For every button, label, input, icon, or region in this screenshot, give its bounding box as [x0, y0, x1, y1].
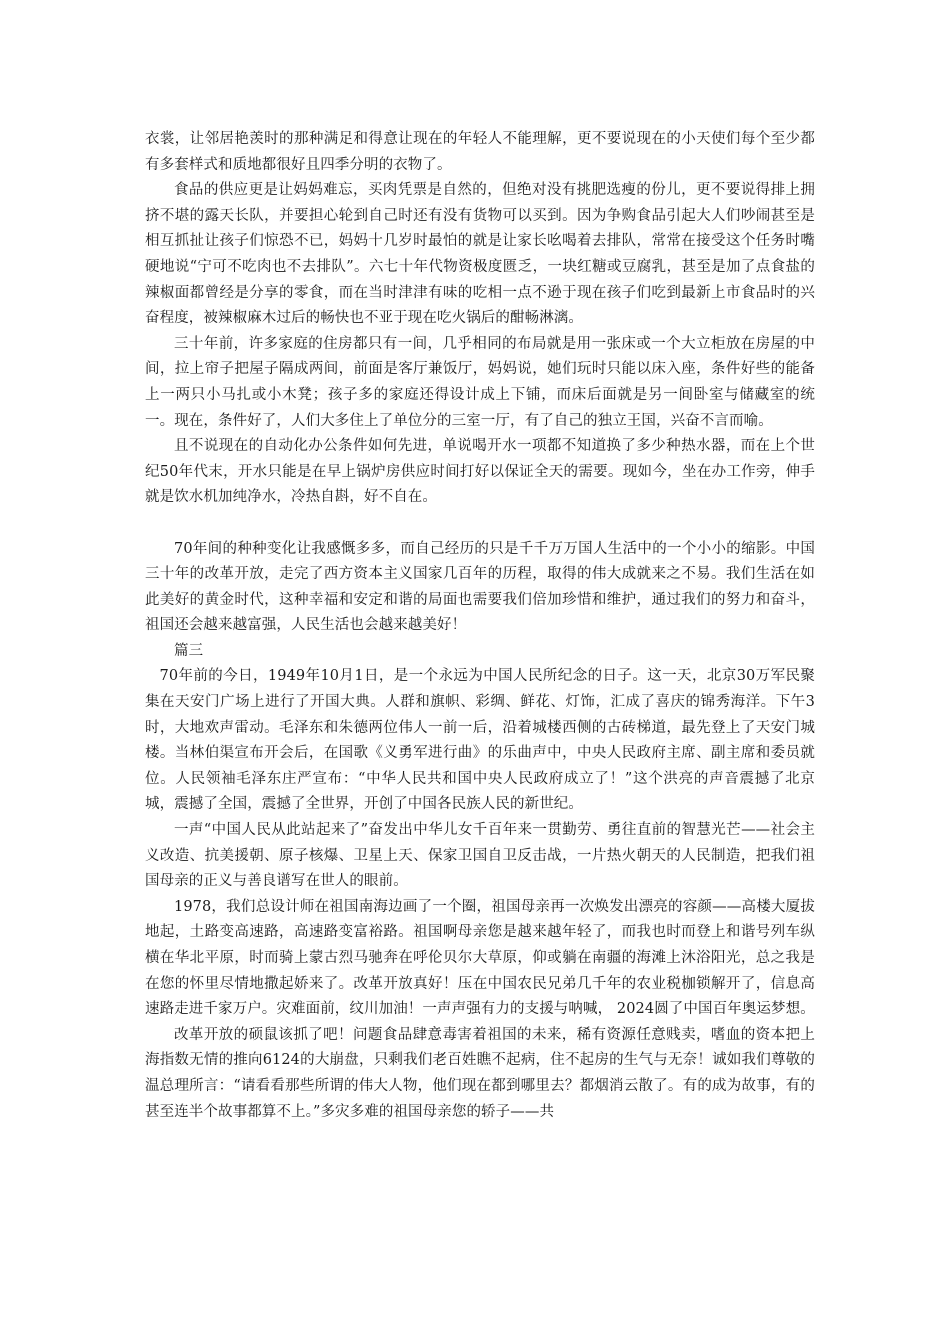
- paragraph: 一声“中国人民从此站起来了”奋发出中华儿女千百年来一贯勤劳、勇往直前的智慧光芒——社会主义改造、抗美援朝、原子核爆、卫星上天、保家卫国自卫反击战，一片热火朝天的人民制造，把我们祖国母亲的正义与善良谱写在世人的眼前。: [145, 822, 815, 890]
- paragraph: 70年间的种种变化让我感慨多多，而自己经历的只是千千万万国人生活中的一个小小的缩影。中国三十年的改革开放，走完了西方资本主义国家几百年的历程，取得的伟大成就来之不易。我们生活在如此美好的黄金时代，这种幸福和安定和谐的局面也需要我们倍加珍惜和维护，通过我们的努力和奋斗，祖国还会越来越富强，人民生活也会越来越美好！: [145, 540, 815, 634]
- paragraph: 1978，我们总设计师在祖国南海边画了一个圈，祖国母亲再一次焕发出漂亮的容颜——高楼大厦拔地起，土路变高速路，高速路变富裕路。祖国啊母亲您是越来越年轻了，而我也时而登上和谐号列车纵横在华北平原，时而骑上蒙古烈马驰奔在呼伦贝尔大草原，仰或躺在南疆的海滩上沐浴阳光，总之我是在您的怀里尽情地撒起娇来了。改革开放真好！压在中国农民兄弟几千年的农业税枷锁解开了，信息高速路走进千家万户。灾难面前，纹川加油！一声声强有力的支援与呐喊， 2024圆了中国百年奥运梦想。: [145, 898, 815, 1018]
- section-heading: 篇三: [174, 642, 204, 659]
- paragraph: 衣裳，让邻居艳羡时的那种满足和得意让现在的年轻人不能理解，更不要说现在的小天使们每个至少都有多套样式和质地都很好且四季分明的衣物了。: [145, 131, 815, 173]
- paragraph: 食品的供应更是让妈妈难忘，买肉凭票是自然的，但绝对没有挑肥选瘦的份儿，更不要说得排上拥挤不堪的露天长队，并要担心轮到自己时还有没有货物可以买到。因为争购食品引起大人们吵闹甚至是相互抓扯让孩子们惊恐不已，妈妈十几岁时最怕的就是让家长吆喝着去排队，常常在接受这个任务时嘴硬地说“宁可不吃肉也不去排队”。六七十年代物资极度匮乏，一块红糖或豆腐乳，甚至是加了点食盐的辣椒面都曾经是分享的零食，而在当时津津有味的吃相一点不逊于现在孩子们吃到最新上市食品时的兴奋程度，被辣椒麻木过后的畅快也不亚于现在吃火锅后的酣畅淋漓。: [145, 182, 815, 327]
- paragraph: 改革开放的硕鼠该抓了吧！问题食品肆意毒害着祖国的未来，稀有资源任意贱卖，嗜血的资本把上海指数无情的推向6124的大崩盘，只剩我们老百姓瞧不起病，住不起房的生气与无奈！诚如我们尊敬的温总理所言：“请看看那些所谓的伟大人物，他们现在都到哪里去？都烟消云散了。有的成为故事，有的甚至连半个故事都算不上。”多灾多难的祖国母亲您的轿子——共: [145, 1026, 815, 1120]
- document-page: [145, 127, 815, 1125]
- blank-line: [145, 511, 815, 537]
- paragraph: 70年前的今日，1949年10月1日，是一个永远为中国人民所纪念的日子。这一天，北京30万军民聚集在天安门广场上进行了开国大典。人群和旗帜、彩绸、鲜花、灯饰，汇成了喜庆的锦秀海洋。下午3时，大地欢声雷动。毛泽东和朱德两位伟人一前一后，沿着城楼西侧的古砖梯道，最先登上了天安门城楼。当林伯渠宣布开会后，在国歌《义勇军进行曲》的乐曲声中，中央人民政府主席、副主席和委员就位。人民领袖毛泽东庄严宣布：“中华人民共和国中央人民政府成立了！”这个洪亮的声音震撼了北京城，震撼了全国，震撼了全世界，开创了中国各民族人民的新世纪。: [145, 668, 815, 813]
- paragraph: 且不说现在的自动化办公条件如何先进，单说喝开水一项都不知道换了多少种热水器，而在上个世纪50年代末，开水只能是在早上锅炉房供应时间打好以保证全天的需要。现如今，坐在办工作旁，伸手就是饮水机加纯净水，冷热自斟，好不自在。: [145, 438, 815, 506]
- paragraph: 三十年前，许多家庭的住房都只有一间，几乎相同的布局就是用一张床或一个大立柜放在房屋的中间，拉上帘子把屋子隔成两间，前面是客厅兼饭厅，妈妈说，她们玩时只能以床入座，条件好些的能备上一两只小马扎或小木凳；孩子多的家庭还得设计成上下铺，而床后面就是另一间卧室与储藏室的统一。现在，条件好了，人们大多住上了单位分的三室一厅，有了自己的独立王国，兴奋不言而喻。: [145, 335, 815, 429]
